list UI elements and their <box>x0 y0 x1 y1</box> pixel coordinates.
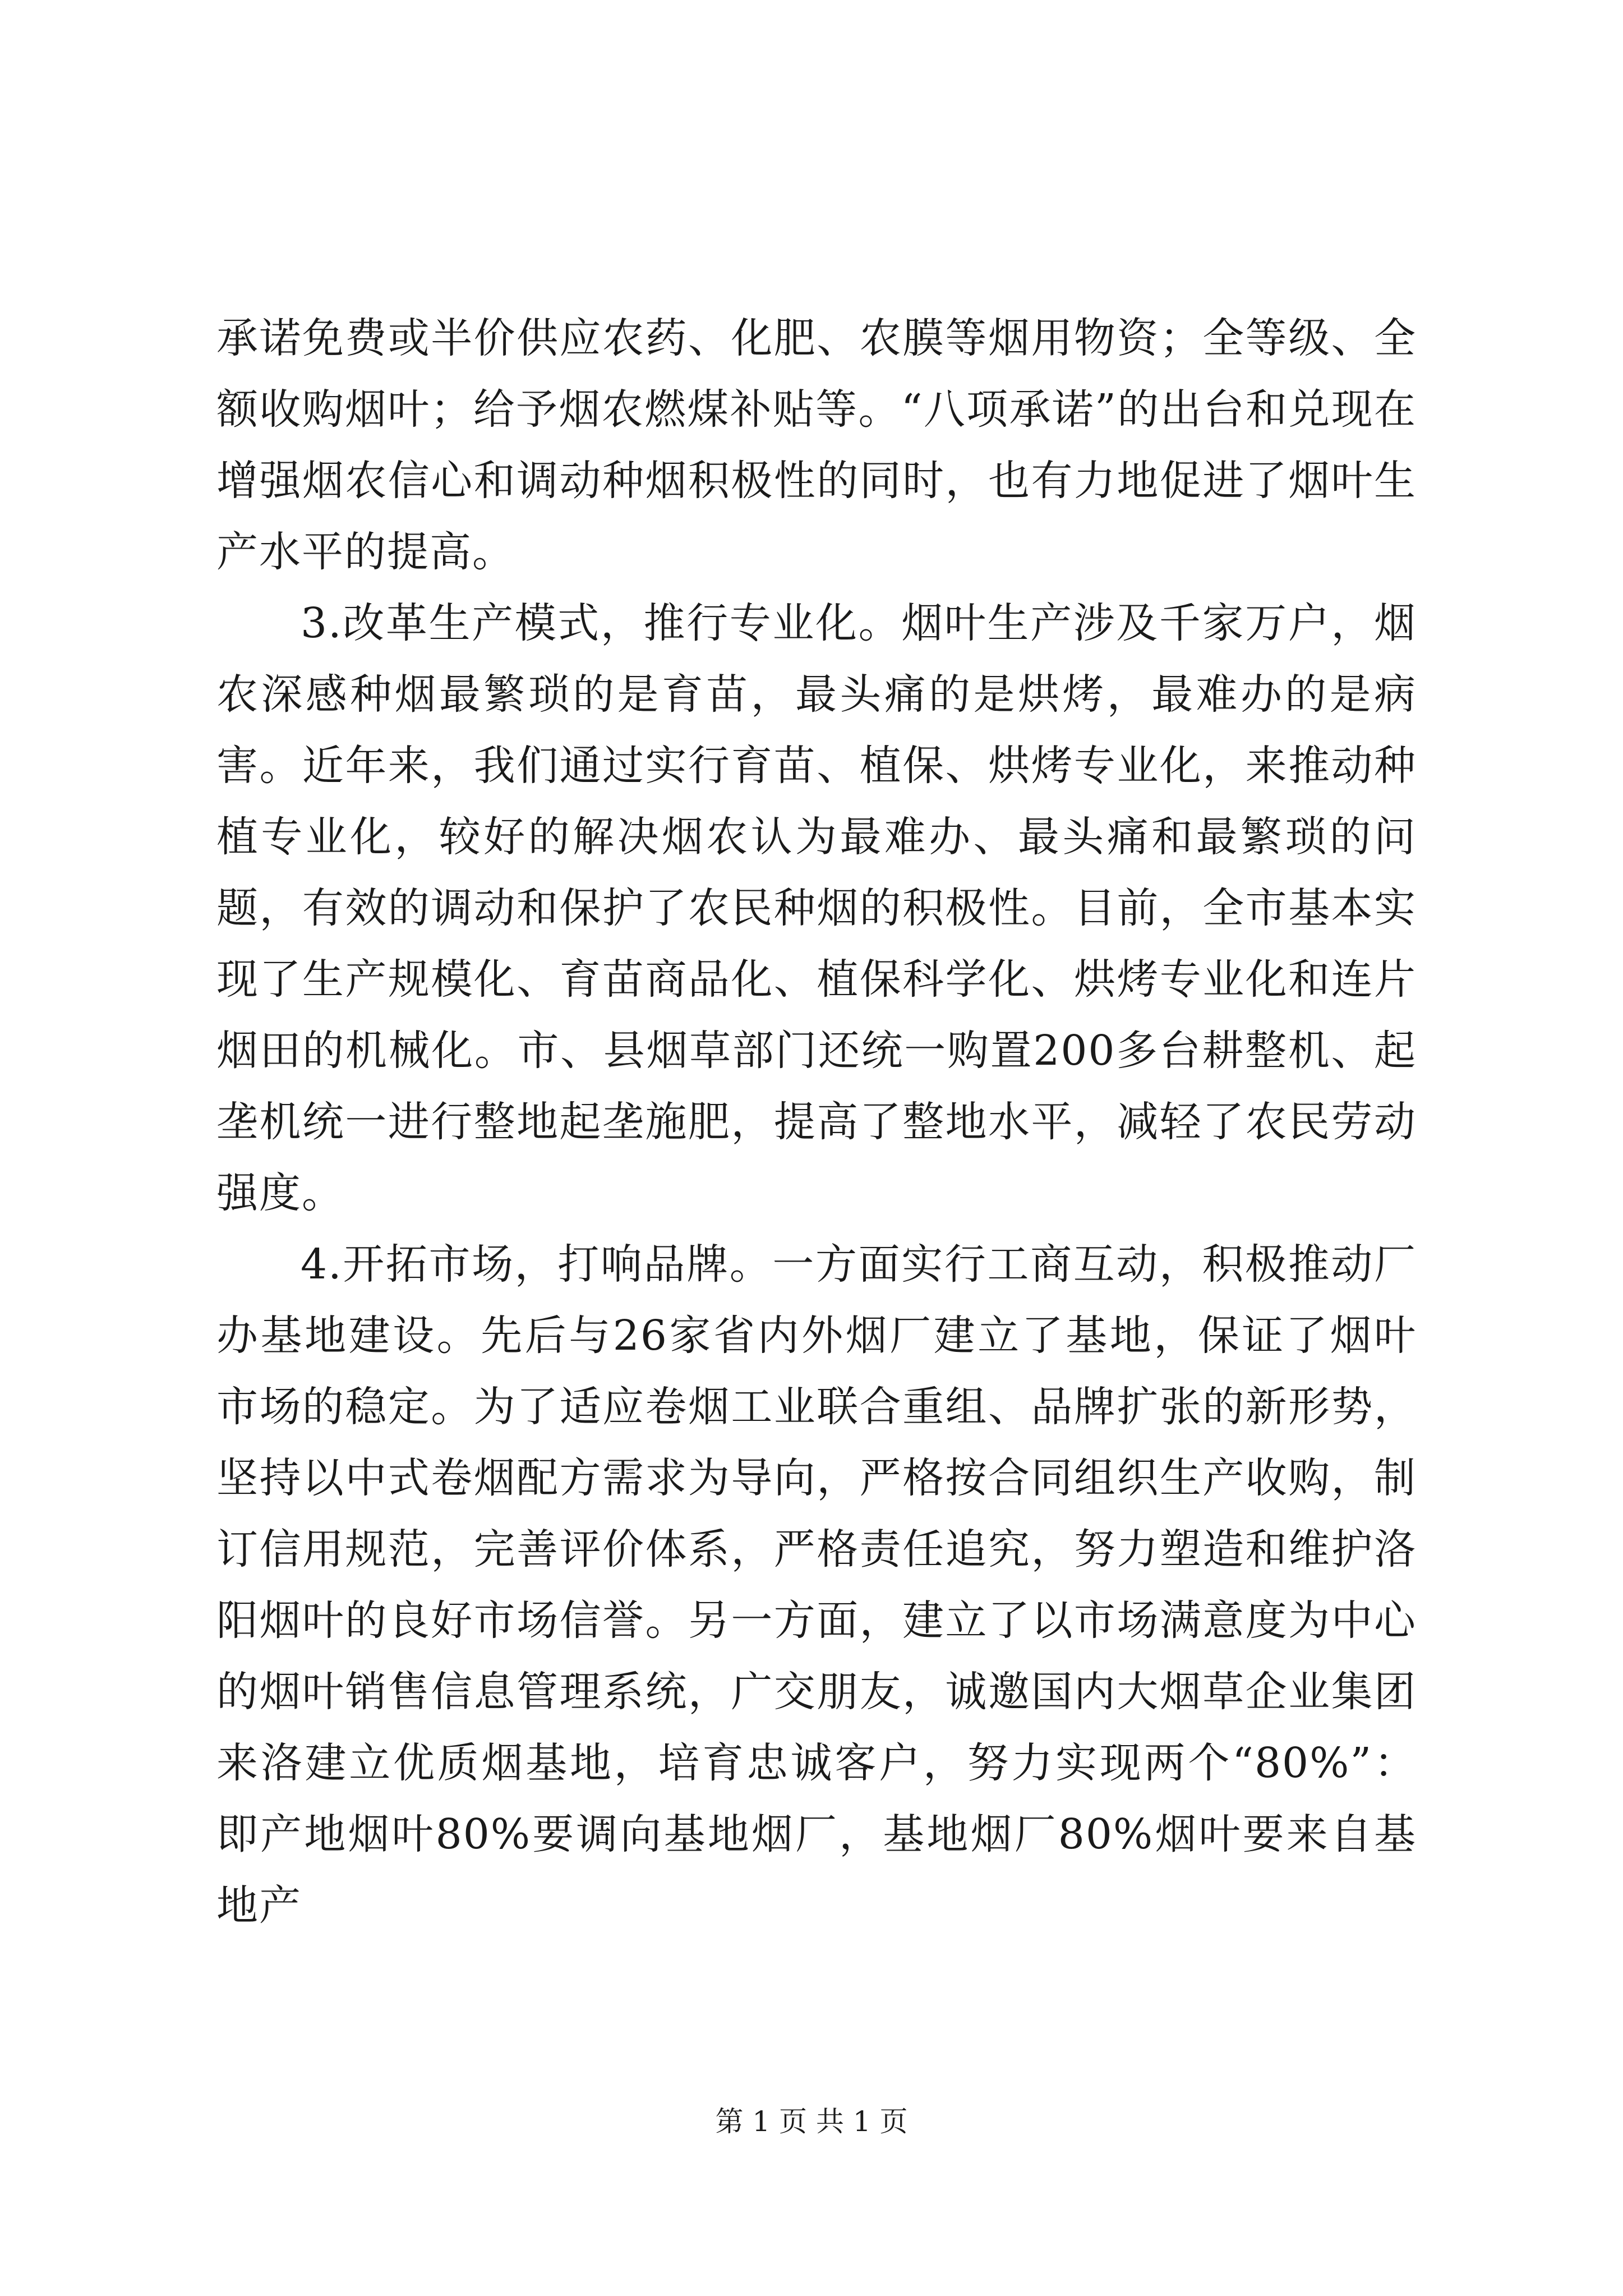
document-body <box>216 303 1417 1941</box>
paragraph-market-brand: 4.开拓市场，打响品牌。一方面实行工商互动，积极推动厂办基地建设。先后与26家省内外烟厂建立了基地，保证了烟叶市场的稳定。为了适应卷烟工业联合重组、品牌扩张的新形势，坚持以中式卷烟配方需求为导向，严格按合同组织生产收购，制订信用规范，完善评价体系，严格责任追究，努力塑造和维护洛阳烟叶的良好市场信誉。另一方面，建立了以市场满意度为中心的烟叶销售信息管理系统，广交朋友，诚邀国内大烟草企业集团来洛建立优质烟基地，培育忠诚客户，努力实现两个“80%”：即产地烟叶80%要调向基地烟厂，基地烟厂80%烟叶要来自基地产 <box>216 1240 1417 1930</box>
paragraph-reform-production: 3.改革生产模式，推行专业化。烟叶生产涉及千家万户，烟农深感种烟最繁琐的是育苗，最头痛的是烘烤，最难办的是病害。近年来，我们通过实行育苗、植保、烘烤专业化，来推动种植专业化，较好的解决烟农认为最难办、最头痛和最繁琐的问题，有效的调动和保护了农民种烟的积极性。目前，全市基本实现了生产规模化、育苗商品化、植保科学化、烘烤专业化和连片烟田的机械化。市、县烟草部门还统一购置200多台耕整机、起垄机统一进行整地起垄施肥，提高了整地水平，减轻了农民劳动强度。 <box>216 599 1417 1217</box>
paragraph-continuation: 承诺免费或半价供应农药、化肥、农膜等烟用物资；全等级、全额收购烟叶；给予烟农燃煤补贴等。“八项承诺”的出台和兑现在增强烟农信心和调动种烟积极性的同时，也有力地促进了烟叶生产水平的提高。 <box>216 314 1417 576</box>
page-footer: 第 1 页 共 1 页 <box>715 2105 908 2138</box>
